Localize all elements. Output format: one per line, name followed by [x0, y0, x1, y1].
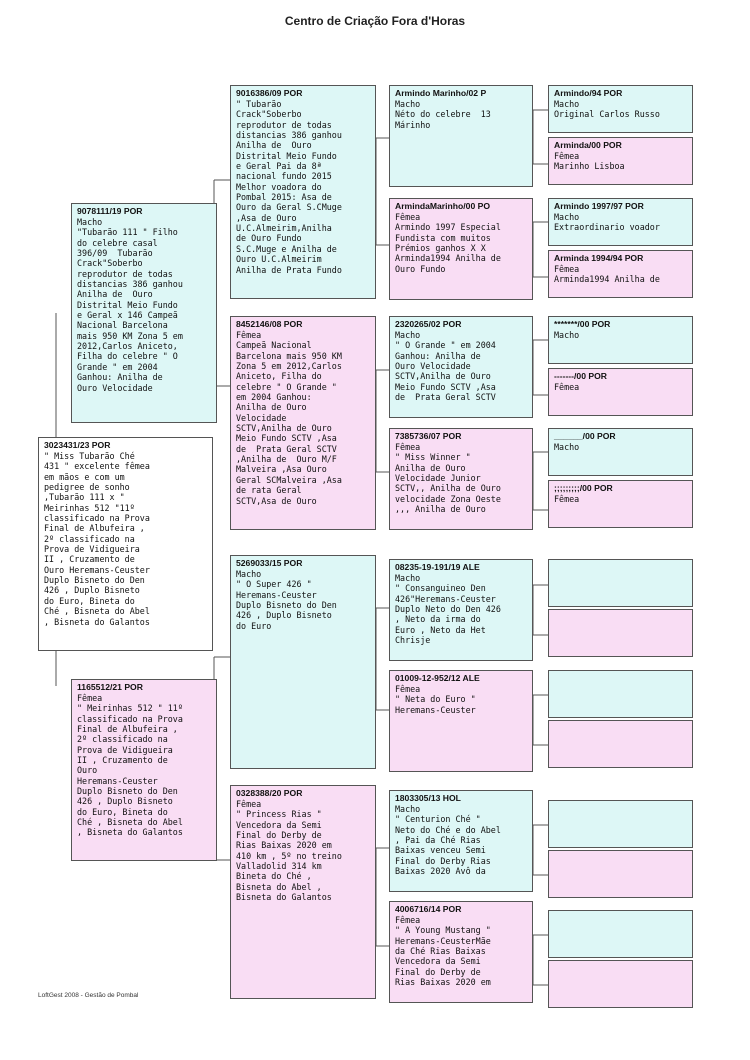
ggg-card	[548, 850, 693, 898]
page-title: Centro de Criação Fora d'Horas	[284, 14, 466, 28]
ring-number: 9016386/09 POR	[236, 88, 303, 98]
ring-number: ArmindaMarinho/00 PO	[395, 201, 491, 211]
ggg-card	[548, 609, 693, 657]
ring-number: Arminda/00 POR	[554, 140, 622, 150]
great-grandparent-card	[389, 790, 533, 892]
ring-number: Armindo/94 POR	[554, 88, 623, 98]
footer-credit: LoftGest 2008 - Gestão de Pombal	[38, 992, 139, 999]
ggg-card	[548, 960, 693, 1008]
ring-number: 5269033/15 POR	[236, 558, 303, 568]
dam-dam-card	[230, 785, 376, 999]
ggg-card	[548, 670, 693, 718]
ring-number: Arminda 1994/94 POR	[554, 253, 644, 263]
pigeon-description: Fêmea " Miss Winner " Anilha de Ouro Velocidade Junior SCTV,, Anilha de Ouro velocidade Zona Oeste ,,, Anilha de Ouro	[395, 442, 501, 515]
ggg-card	[548, 910, 693, 958]
ggg-card	[548, 720, 693, 768]
ring-number: 9078111/19 POR	[77, 206, 143, 216]
ring-number: Armindo 1997/97 POR	[554, 201, 644, 211]
ring-number: 7385736/07 POR	[395, 431, 462, 441]
sire-sire-card	[230, 85, 376, 299]
great-grandparent-card	[389, 428, 533, 530]
great-grandparent-card	[389, 670, 533, 772]
pigeon-description: Fêmea " Meirinhas 512 " 11º classificado na Prova Final de Albufeira , 2º classificado na Prova de Vidigueira II , Cruzamento de Ouro Heremans-Ceuster Duplo Bisneto do Den 426 , Duplo Bisneto do Euro, Bineta do Ché , Bisneta do Abel , Bisneta do Galantos	[77, 693, 183, 838]
subject-card	[38, 437, 213, 651]
pigeon-description: Macho Extraordinario voador	[554, 212, 660, 233]
pigeon-description: Fêmea Armindo 1997 Especial Fundista com muitos Prémios ganhos X X Arminda1994 Anilha de Ouro Fundo	[395, 212, 501, 274]
pigeon-description: " Miss Tubarão Ché 431 " excelente fêmea em mãos e com um pedigree de sonho ,Tubarão 111 x " Meirinhas 512 "11º classificado na Prova Final de Albufeira , 2º classificado na Prova de Vidigueira II , Cruzamento de Ouro Heremans-Ceuster Duplo Bisneto do Den 426 , Duplo Bisneto do Euro, Bineta do Ché , Bisneta do Abel , Bisneta do Galantos	[44, 451, 150, 627]
ring-number: ;;;;;;;;;/00 POR	[554, 483, 613, 493]
pigeon-description: Macho	[554, 442, 580, 452]
ring-number: ______/00 POR	[554, 431, 616, 441]
ggg-card	[548, 559, 693, 607]
ggg-card	[548, 250, 693, 298]
ring-number: 08235-19-191/19 ALE	[395, 562, 480, 572]
ring-number: 1165512/21 POR	[77, 682, 143, 692]
pigeon-description: Macho " Consanguineo Den 426"Heremans-Ceuster Duplo Neto do Den 426 , Neto da irma do Euro , Neto da Het Chrisje	[395, 573, 501, 646]
ring-number: 2320265/02 POR	[395, 319, 462, 329]
pigeon-description: Fêmea Arminda1994 Anilha de	[554, 264, 660, 285]
pigeon-description: Macho	[554, 330, 580, 340]
great-grandparent-card	[389, 559, 533, 661]
great-grandparent-card	[389, 901, 533, 1003]
pigeon-description: Macho "Tubarão 111 " Filho do celebre casal 396/09 Tubarão Crack"Soberbo reprodutor de todas distancias 386 ganhou Anilha de Ouro Distrital Meio Fundo e Geral x 146 Campeã Nacional Barcelona mais 950 KM Zona 5 em 2012,Carlos Aniceto, Filha do celebre " O Grande " em 2004 Ganhou: Anilha de Ouro Velocidade	[77, 217, 183, 393]
ggg-card	[548, 800, 693, 848]
ring-number: 0328388/20 POR	[236, 788, 303, 798]
ring-number: Armindo Marinho/02 P	[395, 88, 487, 98]
pigeon-description: Macho " O Grande " em 2004 Ganhou: Anilha de Ouro Velocidade SCTV,Anilha de Ouro Meio Fundo SCTV ,Asa de Prata Geral SCTV	[395, 330, 496, 403]
ggg-card	[548, 316, 693, 364]
pigeon-description: Fêmea	[554, 382, 580, 392]
great-grandparent-card	[389, 198, 533, 300]
sire-dam-card	[230, 316, 376, 530]
ggg-card	[548, 428, 693, 476]
dam-card	[71, 679, 217, 861]
pigeon-description: Macho Original Carlos Russo	[554, 99, 660, 120]
pigeon-description: Macho " O Super 426 " Heremans-Ceuster Duplo Bisneto do Den 426 , Duplo Bisneto do Euro	[236, 569, 337, 631]
ring-number: -------/00 POR	[554, 371, 607, 381]
ggg-card	[548, 480, 693, 528]
pigeon-description: " Tubarão Crack"Soberbo reprodutor de todas distancias 386 ganhou Anilha de Ouro Distrital Meio Fundo e Geral Pai da 8ª nacional fundo 2015 Melhor voadora do Pombal 2015: Asa de Ouro da Geral S.CMuge ,Asa de Ouro U.C.Almeirim,Anilha de Ouro Fundo S.C.Muge e Anilha de Ouro U.C.Almeirim Anilha de Prata Fundo	[236, 99, 342, 275]
great-grandparent-card	[389, 316, 533, 418]
pigeon-description: Fêmea " A Young Mustang " Heremans-CeusterMãe da Ché Rias Baixas Vencedora da Semi Final do Derby de Rias Baixas 2020 em	[395, 915, 491, 988]
ggg-card	[548, 198, 693, 246]
ring-number: 3023431/23 POR	[44, 440, 111, 450]
ggg-card	[548, 85, 693, 133]
sire-card	[71, 203, 217, 423]
pigeon-description: Fêmea " Princess Rias " Vencedora da Semi Final do Derby de Rias Baixas 2020 em 410 km , 5º no treino Valladolid 314 km Bineta do Ché , Bisneta do Abel , Bisneta do Galantos	[236, 799, 342, 903]
ring-number: 1803305/13 HOL	[395, 793, 461, 803]
great-grandparent-card	[389, 85, 533, 187]
ring-number: *******/00 POR	[554, 319, 611, 329]
pigeon-description: Fêmea	[554, 494, 580, 504]
pigeon-description: Macho Néto do celebre 13 Márinho	[395, 99, 491, 130]
pigeon-description: Fêmea " Neta do Euro " Heremans-Ceuster	[395, 684, 476, 715]
ring-number: 8452146/08 POR	[236, 319, 303, 329]
pigeon-description: Fêmea Campeã Nacional Barcelona mais 950 KM Zona 5 em 2012,Carlos Aniceto, Filha do celebre " O Grande " em 2004 Ganhou: Anilha de Ouro Velocidade SCTV,Anilha de Ouro Meio Fundo SCTV ,Asa de Prata Geral SCTV ,Anilha de Ouro M/F Malveira ,Asa Ouro Geral SCMalveira ,Asa de rata Geral SCTV,Asa de Ouro	[236, 330, 342, 506]
pigeon-description: Fêmea Marinho Lisboa	[554, 151, 625, 172]
ggg-card	[548, 368, 693, 416]
ring-number: 4006716/14 POR	[395, 904, 462, 914]
dam-sire-card	[230, 555, 376, 769]
ring-number: 01009-12-952/12 ALE	[395, 673, 480, 683]
ggg-card	[548, 137, 693, 185]
pigeon-description: Macho " Centurion Ché " Neto do Ché e do Abel , Pai da Ché Rias Baixas venceu Semi Final do Derby Rias Baixas 2020 Avô da	[395, 804, 501, 877]
